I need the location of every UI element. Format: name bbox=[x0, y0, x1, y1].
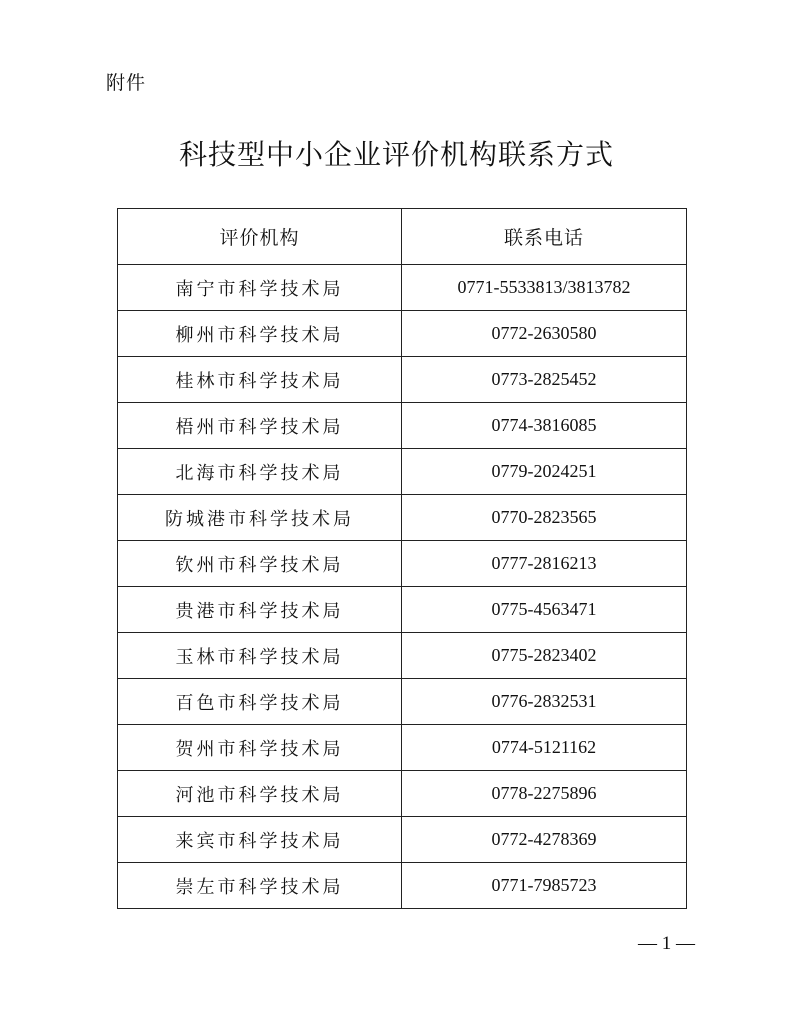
phone-cell: 0779-2024251 bbox=[402, 449, 687, 495]
phone-cell: 0771-7985723 bbox=[402, 863, 687, 909]
phone-cell: 0773-2825452 bbox=[402, 357, 687, 403]
org-cell: 防城港市科学技术局 bbox=[118, 495, 402, 541]
org-cell: 来宾市科学技术局 bbox=[118, 817, 402, 863]
org-cell: 河池市科学技术局 bbox=[118, 771, 402, 817]
table-row bbox=[118, 633, 687, 679]
org-cell: 桂林市科学技术局 bbox=[118, 357, 402, 403]
org-cell: 梧州市科学技术局 bbox=[118, 403, 402, 449]
org-cell: 贵港市科学技术局 bbox=[118, 587, 402, 633]
table-row bbox=[118, 311, 687, 357]
phone-cell: 0778-2275896 bbox=[402, 771, 687, 817]
org-cell: 百色市科学技术局 bbox=[118, 679, 402, 725]
table-row bbox=[118, 771, 687, 817]
table-row bbox=[118, 587, 687, 633]
org-cell: 柳州市科学技术局 bbox=[118, 311, 402, 357]
org-cell: 南宁市科学技术局 bbox=[118, 265, 402, 311]
org-cell: 贺州市科学技术局 bbox=[118, 725, 402, 771]
phone-cell: 0775-4563471 bbox=[402, 587, 687, 633]
phone-cell: 0770-2823565 bbox=[402, 495, 687, 541]
phone-cell: 0777-2816213 bbox=[402, 541, 687, 587]
table-row bbox=[118, 403, 687, 449]
contacts-table bbox=[117, 208, 687, 909]
table-row bbox=[118, 495, 687, 541]
table-header-row bbox=[118, 209, 687, 265]
phone-cell: 0772-2630580 bbox=[402, 311, 687, 357]
org-cell: 钦州市科学技术局 bbox=[118, 541, 402, 587]
header-org: 评价机构 bbox=[118, 209, 402, 265]
page-number: — 1 — bbox=[638, 933, 695, 954]
phone-cell: 0776-2832531 bbox=[402, 679, 687, 725]
phone-cell: 0771-5533813/3813782 bbox=[402, 265, 687, 311]
org-cell: 崇左市科学技术局 bbox=[118, 863, 402, 909]
org-cell: 玉林市科学技术局 bbox=[118, 633, 402, 679]
header-phone: 联系电话 bbox=[402, 209, 687, 265]
table-row bbox=[118, 357, 687, 403]
attachment-label: 附件 bbox=[106, 72, 147, 94]
table-row bbox=[118, 863, 687, 909]
phone-cell: 0774-3816085 bbox=[402, 403, 687, 449]
table-row bbox=[118, 725, 687, 771]
phone-cell: 0772-4278369 bbox=[402, 817, 687, 863]
phone-cell: 0774-5121162 bbox=[402, 725, 687, 771]
table-row bbox=[118, 541, 687, 587]
phone-cell: 0775-2823402 bbox=[402, 633, 687, 679]
table-row bbox=[118, 265, 687, 311]
document-title: 科技型中小企业评价机构联系方式 bbox=[178, 138, 614, 171]
org-cell: 北海市科学技术局 bbox=[118, 449, 402, 495]
table-row bbox=[118, 449, 687, 495]
table-row bbox=[118, 679, 687, 725]
table-row bbox=[118, 817, 687, 863]
